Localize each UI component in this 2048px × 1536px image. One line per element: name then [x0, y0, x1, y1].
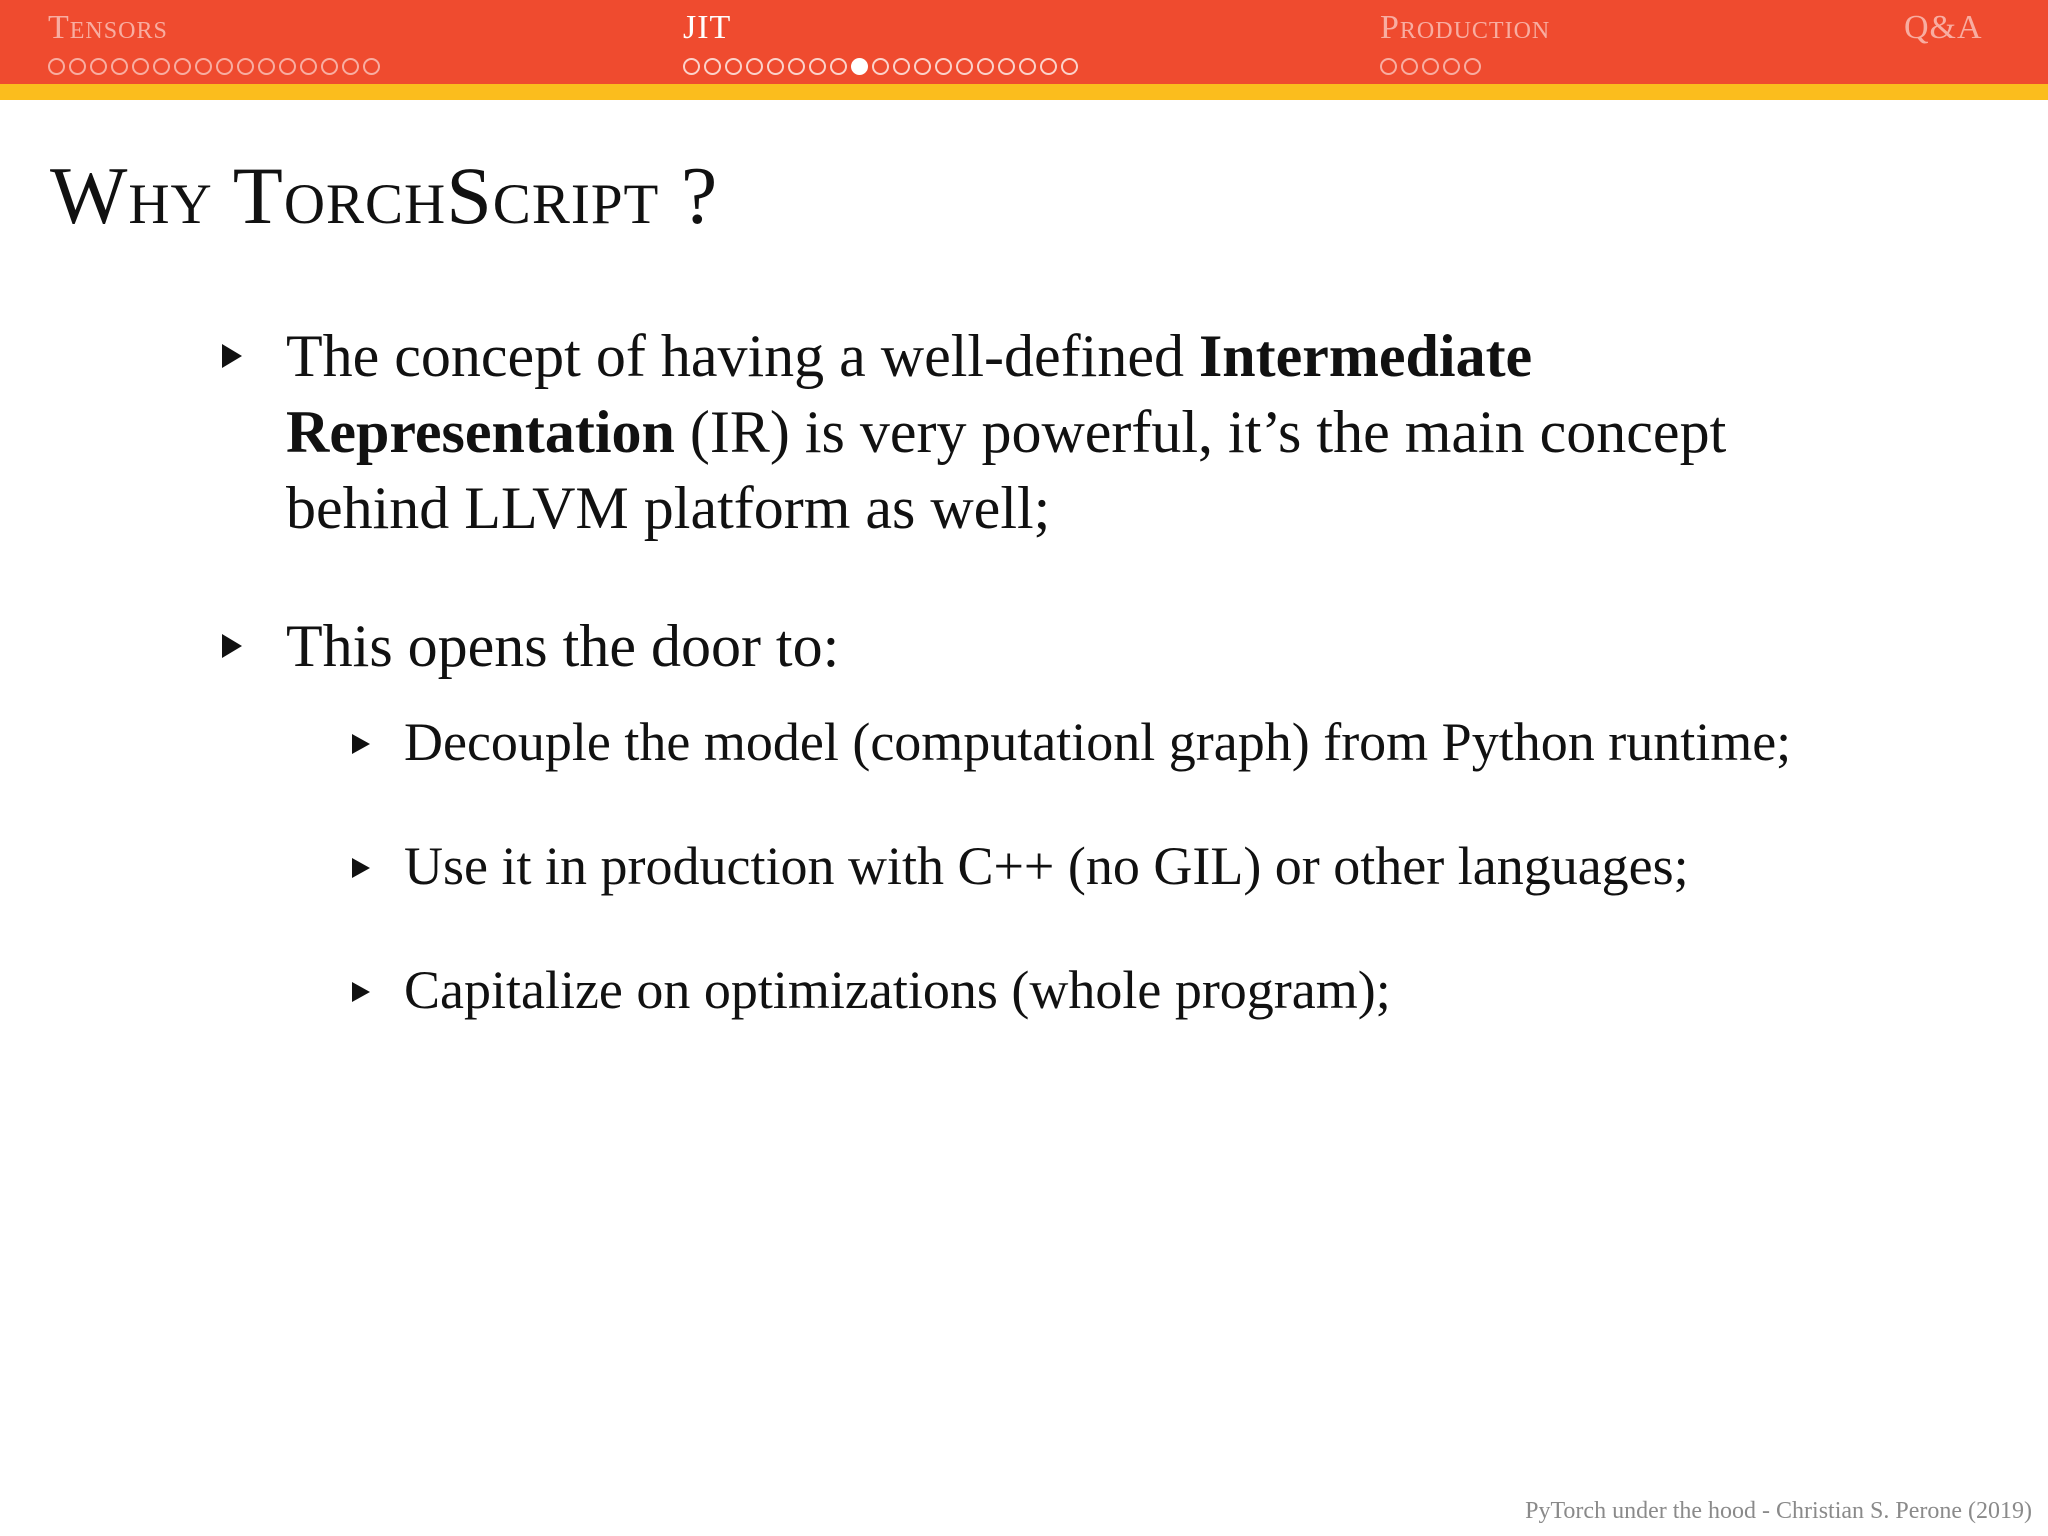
nav-dot[interactable] [767, 58, 784, 75]
nav-dot[interactable] [90, 58, 107, 75]
nav-dot[interactable] [809, 58, 826, 75]
nav-dot[interactable] [174, 58, 191, 75]
triangle-bullet-icon [352, 858, 370, 878]
sub-bullet-production [352, 834, 2032, 898]
nav-dots-tensors [48, 58, 380, 75]
bullet-text-part: (IR) is very powerful, it’s the main concept behind LLVM platform as well; [286, 399, 1727, 541]
nav-dot[interactable] [788, 58, 805, 75]
nav-dots-production [1380, 58, 1550, 75]
nav-dot[interactable] [935, 58, 952, 75]
sub-bullet-text: Use it in production with C++ (no GIL) or other languages; [404, 836, 1689, 896]
nav-dot[interactable] [830, 58, 847, 75]
nav-dot[interactable] [195, 58, 212, 75]
nav-dot[interactable] [1040, 58, 1057, 75]
nav-dot[interactable] [1380, 58, 1397, 75]
nav-dot[interactable] [704, 58, 721, 75]
nav-dot[interactable] [1401, 58, 1418, 75]
nav-underline-stripe [0, 84, 2048, 100]
nav-dot[interactable] [48, 58, 65, 75]
bullet-text-part: The concept of having a well-defined [286, 323, 1199, 389]
nav-dot[interactable] [216, 58, 233, 75]
nav-dot[interactable] [1443, 58, 1460, 75]
nav-label-qa[interactable]: Q&A [1904, 9, 1983, 46]
nav-dot[interactable] [746, 58, 763, 75]
nav-dot[interactable] [683, 58, 700, 75]
nav-dot[interactable] [1464, 58, 1481, 75]
nav-dot[interactable] [237, 58, 254, 75]
nav-dot[interactable] [1019, 58, 1036, 75]
nav-dot[interactable] [153, 58, 170, 75]
triangle-bullet-icon [352, 982, 370, 1002]
bullet-text: This opens the door to: [286, 613, 840, 679]
triangle-bullet-icon [222, 344, 242, 368]
nav-label-tensors[interactable]: Tensors [48, 9, 168, 46]
nav-dots-jit [683, 58, 1078, 75]
sub-bullet-optimizations [352, 958, 2032, 1022]
nav-dot[interactable] [321, 58, 338, 75]
slide-footer: PyTorch under the hood - Christian S. Perone (2019) [1525, 1498, 2032, 1524]
nav-dot[interactable] [69, 58, 86, 75]
nav-dot[interactable] [342, 58, 359, 75]
sub-bullet-text: Capitalize on optimizations (whole program); [404, 960, 1391, 1020]
nav-dot[interactable] [956, 58, 973, 75]
triangle-bullet-icon [222, 634, 242, 658]
nav-label-production[interactable]: Production [1380, 9, 1551, 46]
bullet-opens-door [222, 608, 1822, 684]
nav-dot[interactable] [977, 58, 994, 75]
nav-dot[interactable] [998, 58, 1015, 75]
nav-dot[interactable] [300, 58, 317, 75]
bullet-intermediate-representation [222, 318, 1822, 546]
nav-dot[interactable] [914, 58, 931, 75]
nav-dot[interactable] [1422, 58, 1439, 75]
nav-dot[interactable] [279, 58, 296, 75]
nav-section-qa[interactable] [1904, 8, 1983, 48]
nav-dot-current[interactable] [851, 58, 868, 75]
nav-dot[interactable] [872, 58, 889, 75]
nav-section-jit[interactable] [683, 8, 1078, 75]
nav-dot[interactable] [132, 58, 149, 75]
triangle-bullet-icon [352, 734, 370, 754]
nav-dot[interactable] [1061, 58, 1078, 75]
nav-dot[interactable] [725, 58, 742, 75]
section-navigation-bar [0, 0, 2048, 84]
sub-bullet-text: Decouple the model (computationl graph) from Python runtime; [404, 712, 1792, 772]
nav-section-tensors[interactable] [48, 8, 380, 75]
sub-bullet-decouple [352, 710, 2032, 774]
slide-title: Why TorchScript ? [50, 150, 719, 241]
nav-dot[interactable] [111, 58, 128, 75]
bullet-text-bold: Intermediate Representation [286, 323, 1533, 465]
nav-label-jit[interactable]: JIT [683, 9, 732, 46]
nav-dot[interactable] [893, 58, 910, 75]
nav-section-production[interactable] [1380, 8, 1550, 75]
nav-dot[interactable] [258, 58, 275, 75]
bullet-text [286, 318, 1822, 546]
nav-dot[interactable] [363, 58, 380, 75]
